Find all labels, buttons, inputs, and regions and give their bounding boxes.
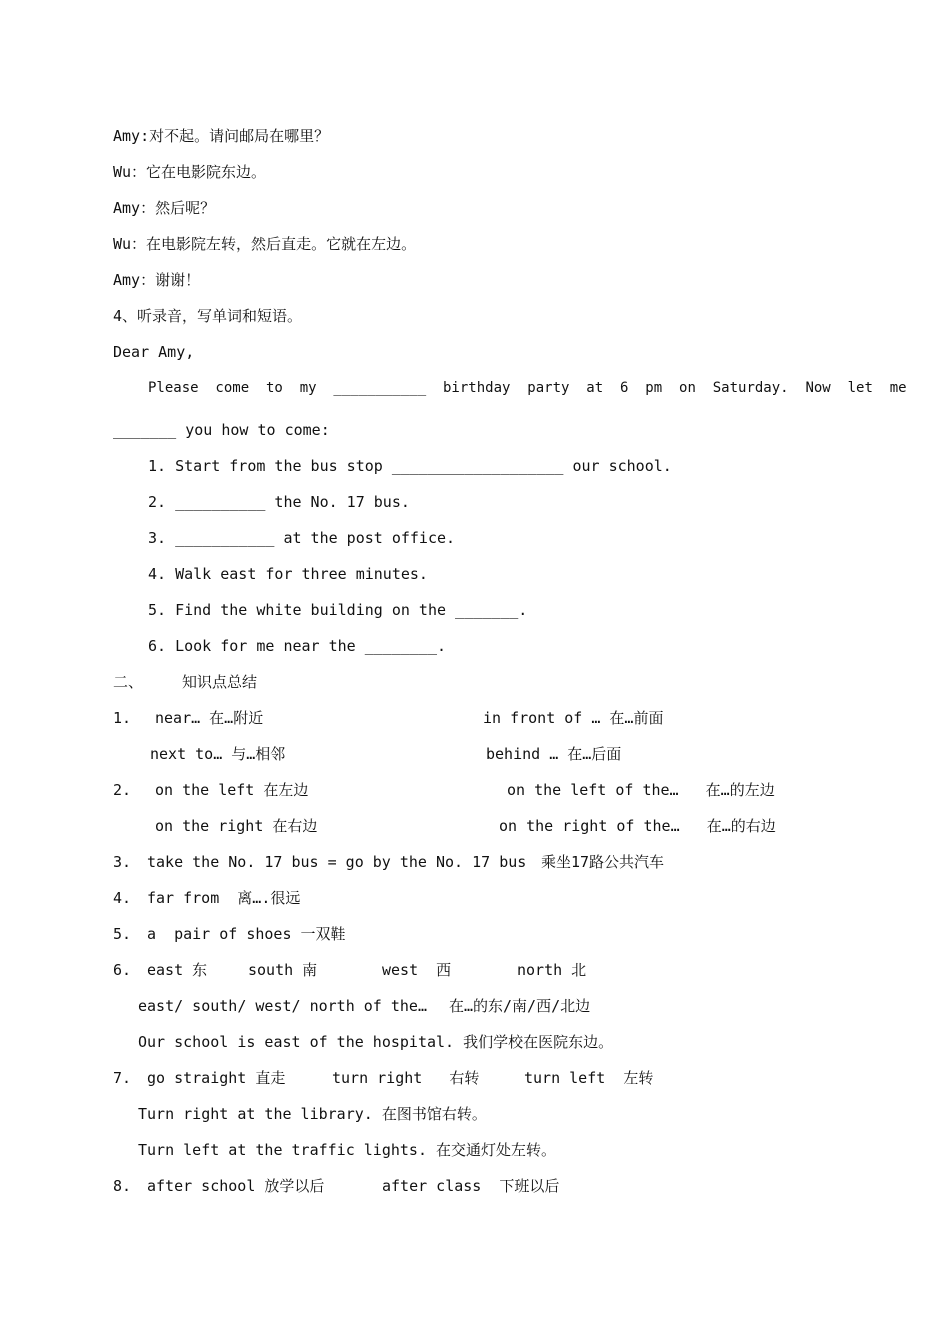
item-2-number: 2. bbox=[113, 781, 132, 799]
item-2-on-the-right: on the right 在右边 bbox=[155, 817, 318, 835]
item-8-number: 8. bbox=[113, 1177, 132, 1195]
item-7-turn-right: turn right 右转 bbox=[332, 1069, 480, 1087]
item-1-behind: behind … 在…后面 bbox=[486, 745, 622, 763]
item-8-after-class: after class 下班以后 bbox=[382, 1177, 560, 1195]
item-2-on-the-right-of: on the right of the… 在…的右边 bbox=[499, 817, 776, 835]
step-1: 1. Start from the bus stop ___________________ our school. bbox=[148, 457, 672, 475]
item-4-text: far from 离….很远 bbox=[147, 889, 301, 907]
item-1-next-to: next to… 与…相邻 bbox=[150, 745, 286, 763]
item-6-east: east 东 bbox=[147, 961, 208, 979]
item-6-south: south 南 bbox=[248, 961, 318, 979]
item-1-near: near… 在…附近 bbox=[155, 709, 264, 727]
item-5-number: 5. bbox=[113, 925, 132, 943]
item-6-number: 6. bbox=[113, 961, 132, 979]
step-6: 6. Look for me near the ________. bbox=[148, 637, 447, 655]
letter-paragraph-line-2: _______ you how to come: bbox=[113, 421, 330, 439]
item-5-text: a pair of shoes 一双鞋 bbox=[147, 925, 346, 943]
item-7-example-1: Turn right at the library. 在图书馆右转。 bbox=[138, 1105, 487, 1123]
step-3: 3. ___________ at the post office. bbox=[148, 529, 456, 547]
item-2-on-the-left-of: on the left of the… 在…的左边 bbox=[507, 781, 775, 799]
item-1-in-front-of: in front of … 在…前面 bbox=[483, 709, 664, 727]
task4-heading: 4、听录音，写单词和短语。 bbox=[113, 307, 303, 325]
item-7-number: 7. bbox=[113, 1069, 132, 1087]
item-4-number: 4. bbox=[113, 889, 132, 907]
item-7-turn-left: turn left 左转 bbox=[524, 1069, 654, 1087]
item-3-text: take the No. 17 bus = go by the No. 17 bus bbox=[147, 853, 527, 871]
item-7-example-2: Turn left at the traffic lights. 在交通灯处左转。 bbox=[138, 1141, 557, 1159]
dialogue-wu-2: Wu：在电影院左转，然后直走。它就在左边。 bbox=[113, 235, 417, 253]
item-6-north: north 北 bbox=[517, 961, 587, 979]
item-7-go-straight: go straight 直走 bbox=[147, 1069, 286, 1087]
item-8-after-school: after school 放学以后 bbox=[147, 1177, 325, 1195]
step-4: 4. Walk east for three minutes. bbox=[148, 565, 428, 583]
dialogue-amy-1: Amy:对不起。请问邮局在哪里？ bbox=[113, 127, 330, 145]
item-6-west: west 西 bbox=[382, 961, 452, 979]
dialogue-amy-3: Amy：谢谢！ bbox=[113, 271, 201, 289]
item-6-example: Our school is east of the hospital. 我们学校在医院东边。 bbox=[138, 1033, 614, 1051]
step-5: 5. Find the white building on the _______. bbox=[148, 601, 528, 619]
summary-heading-text: 知识点总结 bbox=[182, 673, 258, 691]
letter-salutation: Dear Amy, bbox=[113, 343, 195, 361]
item-3-chinese: 乘坐17路公共汽车 bbox=[541, 853, 665, 871]
summary-heading-number: 二、 bbox=[113, 673, 144, 691]
item-2-on-the-left: on the left 在左边 bbox=[155, 781, 309, 799]
item-6-directions-of-chinese: 在…的东/南/西/北边 bbox=[449, 997, 591, 1015]
dialogue-amy-2: Amy：然后呢？ bbox=[113, 199, 216, 217]
letter-paragraph-line-1: Please come to my ___________ birthday party at 6 pm on Saturday. Now let me bbox=[148, 380, 907, 396]
item-3-number: 3. bbox=[113, 853, 132, 871]
item-1-number: 1. bbox=[113, 709, 132, 727]
item-6-directions-of: east/ south/ west/ north of the… bbox=[138, 997, 427, 1015]
dialogue-wu-1: Wu：它在电影院东边。 bbox=[113, 163, 267, 181]
step-2: 2. __________ the No. 17 bus. bbox=[148, 493, 410, 511]
